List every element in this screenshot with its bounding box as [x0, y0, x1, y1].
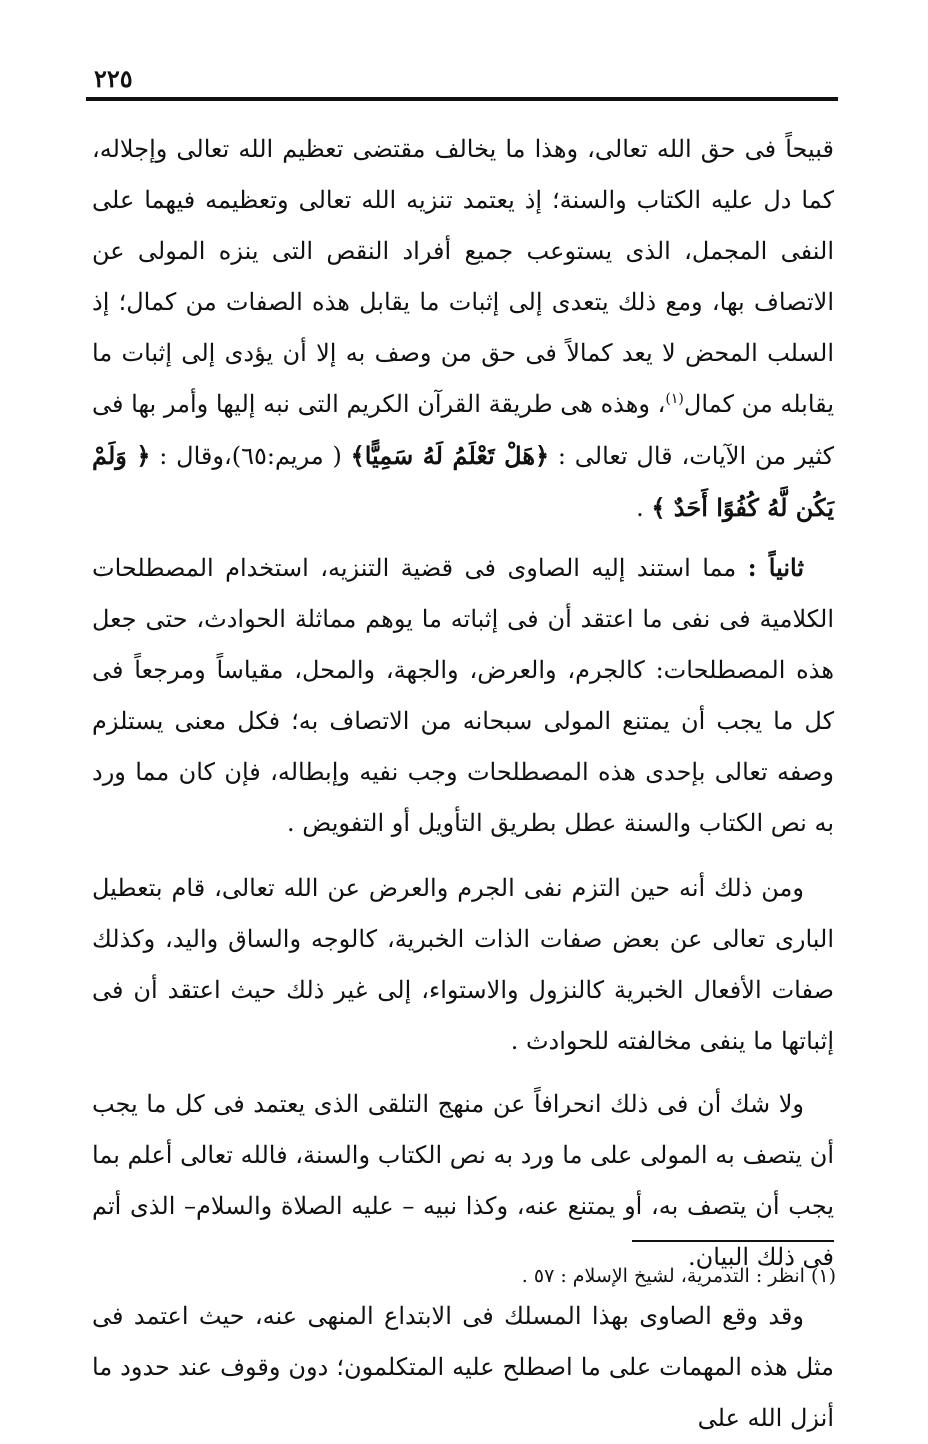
page-number: ٢٢٥: [94, 64, 133, 93]
footnote: (١) انظر : التدمرية، لشيخ الإسلام : ٥٧ .: [521, 1265, 836, 1287]
paragraph-1: [92, 124, 834, 534]
footnote-rule: [632, 1240, 834, 1242]
paragraph-1-text-b: ، وهذه هى طريقة القرآن الكريم التى نبه إليها وأمر بها فى كثير من الآيات، قال تعالى :: [92, 390, 835, 470]
quran-verse-1: ﴿هَلْ تَعْلَمُ لَهُ سَمِيًّا﴾: [350, 441, 550, 470]
paragraph-1-end: .: [636, 494, 652, 522]
footnote-reference: (١): [665, 391, 684, 407]
body-text: [92, 124, 834, 1444]
verse-citation: ( مريم:٦٥)،وقال :: [150, 442, 351, 470]
header-rule: [86, 97, 838, 101]
paragraph-1-text-a: قبيحاً فى حق الله تعالى، وهذا ما يخالف مقتضى تعظيم الله تعالى وإجلاله، كما دل عليه الكتاب والسنة؛ إذ يعتمد تنزيه الله تعالى وتعظيمه فيهما على النفى المجمل، الذى يستوعب جميع أفراد النقص التى ينزه المولى عن الاتصاف بها، ومع ذلك يتعدى إلى إثبات ما يقابل هذه الصفات من كمال؛ إذ السلب المحض لا يعد كمالاً فى حق من وصف به إلا أن يؤدى إلى إثبات ما يقابله من كمال: [92, 135, 834, 418]
paragraph-3: ومن ذلك أنه حين التزم نفى الجرم والعرض عن الله تعالى، قام بتعطيل البارى تعالى عن بعض صفات الذات الخبرية، كالوجه والساق واليد، وكذلك صفات الأفعال الخبرية كالنزول والاستواء، إلى غير ذلك حيث اعتقد أن فى إثباتها ما ينفى مخالفته للحوادث .: [92, 874, 834, 1055]
paragraph-4: ولا شك أن فى ذلك انحرافاً عن منهج التلقى الذى يعتمد فى كل ما يجب أن يتصف به المولى على ما ورد به نص الكتاب والسنة، فالله تعالى أعلم بما يجب أن يتصف به، أو يمتنع عنه، وكذا نبيه – عليه الصلاة والسلام– الذى أتم فى ذلك البيان.: [92, 1090, 835, 1271]
paragraph-2-lead: ثانياً :: [747, 553, 804, 582]
paragraph-5: وقد وقع الصاوى بهذا المسلك فى الابتداع المنهى عنه، حيث اعتمد فى مثل هذه المهمات على ما اصطلح عليه المتكلمون؛ دون وقوف عند حدود ما أنزل الله على: [92, 1302, 834, 1432]
quran-verse-2: ﴿ وَلَمْ يَكُن لَّهُ كُفُوًا أَحَدٌ ﴾: [92, 441, 834, 522]
paragraph-2: [92, 542, 834, 849]
paragraph-2-text: مما استند إليه الصاوى فى قضية التنزيه، استخدام المصطلحات الكلامية فى نفى ما اعتقد أن فى إثباته ما يوهم مماثلة الحوادث، حتى جعل هذه المصطلحات: كالجرم، والعرض، والجهة، والمحل، مقياساً ومرجعاً فى كل ما يجب أن يمتنع المولى سبحانه من الاتصاف به؛ فكل معنى يستلزم وصفه تعالى بإحدى هذه المصطلحات وجب نفيه وإبطاله، فإن كان مما ورد به نص الكتاب والسنة عطل بطريق التأويل أو التفويض .: [92, 554, 835, 837]
